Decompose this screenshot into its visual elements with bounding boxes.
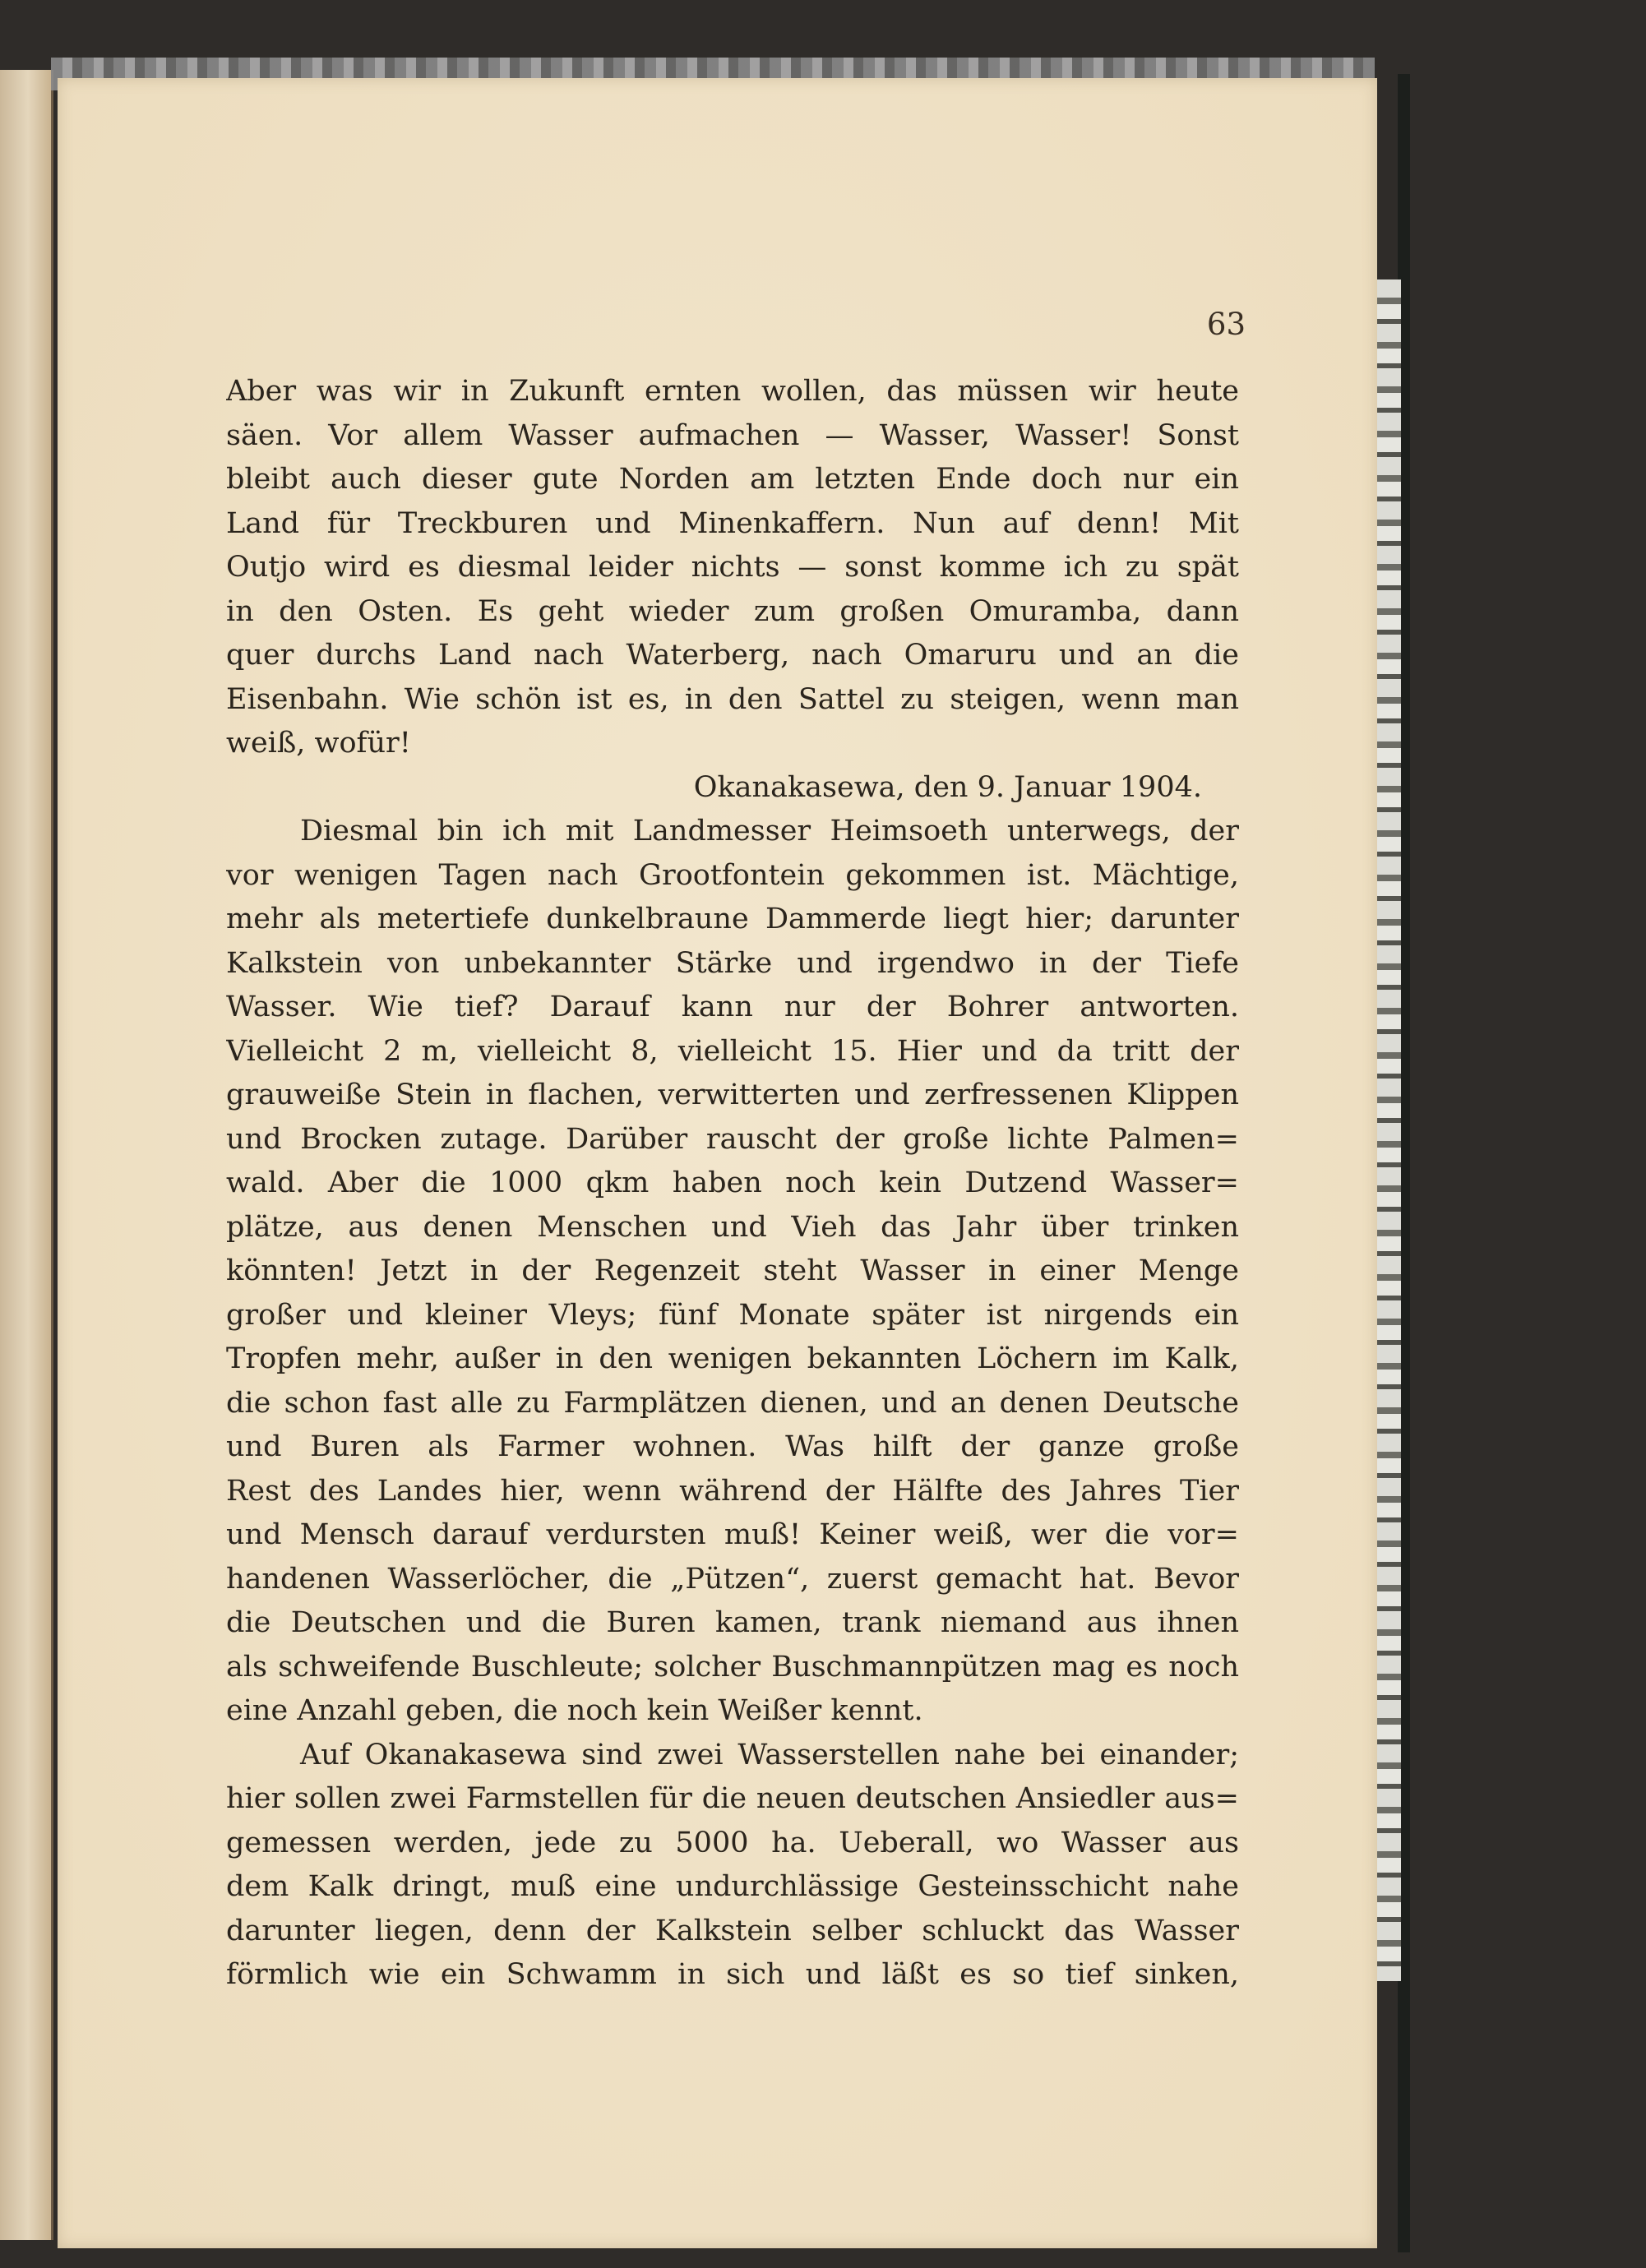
- text-line: und Mensch darauf verdursten muß! Keiner weiß, wer die vor=: [226, 1518, 1239, 1551]
- text-line: darunter liegen, denn der Kalkstein selber schluckt das Wasser: [226, 1914, 1239, 1947]
- text-line: in den Osten. Es geht wieder zum großen Omuramba, dann: [226, 594, 1239, 628]
- left-page-edge: [0, 70, 53, 2240]
- text-line: die schon fast alle zu Farmplätzen dienen, und an denen Deutsche: [226, 1386, 1239, 1420]
- text-line: mehr als metertiefe dunkelbraune Dammerde liegt hier; darunter: [226, 903, 1239, 935]
- text-line: großer und kleiner Vleys; fünf Monate später ist nirgends ein: [226, 1298, 1239, 1332]
- text-line: hier sollen zwei Farmstellen für die neuen deutschen Ansiedler aus=: [226, 1782, 1239, 1815]
- text-line: Auf Okanakasewa sind zwei Wasserstellen nahe bei einander;: [300, 1738, 1239, 1771]
- text-line: Vielleicht 2 m, vielleicht 8, vielleicht 15. Hier und da tritt der: [226, 1034, 1239, 1068]
- text-line: Outjo wird es diesmal leider nichts — sonst komme ich zu spät: [226, 551, 1239, 584]
- page-number: 63: [1206, 307, 1246, 342]
- text-line: Wasser. Wie tief? Darauf kann nur der Bohrer antworten.: [226, 991, 1239, 1023]
- text-line: und Buren als Farmer wohnen. Was hilft der ganze große: [226, 1430, 1239, 1463]
- text-line: Kalkstein von unbekannter Stärke und irgendwo in der Tiefe: [226, 946, 1239, 980]
- text-line: vor wenigen Tagen nach Grootfontein gekommen ist. Mächtige,: [226, 858, 1239, 892]
- book-page: [58, 78, 1377, 2248]
- text-line: Eisenbahn. Wie schön ist es, in den Sattel zu steigen, wenn man: [226, 682, 1239, 716]
- text-line: gemessen werden, jede zu 5000 ha. Ueberall, wo Wasser aus: [226, 1826, 1239, 1859]
- text-line: Aber was wir in Zukunft ernten wollen, das müssen wir heute: [226, 375, 1239, 408]
- text-line: eine Anzahl geben, die noch kein Weißer kennt.: [226, 1694, 923, 1727]
- text-line: grauweiße Stein in flachen, verwitterten und zerfressenen Klippen: [226, 1079, 1239, 1111]
- text-line: förmlich wie ein Schwamm in sich und läßt es so tief sinken,: [226, 1958, 1239, 1991]
- text-line: plätze, aus denen Menschen und Vieh das Jahr über trinken: [226, 1210, 1239, 1244]
- text-line: Land für Treckburen und Minenkaffern. Nun auf denn! Mit: [226, 506, 1239, 540]
- text-line: weiß, wofür!: [226, 727, 411, 760]
- dateline: Okanakasewa, den 9. Januar 1904.: [693, 770, 1202, 804]
- text-block: [226, 370, 1239, 1998]
- text-line: handenen Wasserlöcher, die „Pützen“, zuerst gemacht hat. Bevor: [226, 1562, 1239, 1596]
- text-line: Diesmal bin ich mit Landmesser Heimsoeth unterwegs, der: [300, 815, 1239, 848]
- text-line: bleibt auch dieser gute Norden am letzten Ende doch nur ein: [226, 463, 1239, 496]
- text-line: die Deutschen und die Buren kamen, trank niemand aus ihnen: [226, 1606, 1239, 1639]
- text-line: als schweifende Buschleute; solcher Buschmannpützen mag es noch: [226, 1650, 1239, 1684]
- text-line: säen. Vor allem Wasser aufmachen — Wasser, Wasser! Sonst: [226, 418, 1239, 452]
- text-line: Rest des Landes hier, wenn während der Hälfte des Jahres Tier: [226, 1474, 1239, 1508]
- text-line: und Brocken zutage. Darüber rauscht der große lichte Palmen=: [226, 1122, 1239, 1156]
- text-line: Tropfen mehr, außer in den wenigen bekannten Löchern im Kalk,: [226, 1342, 1239, 1375]
- text-line: wald. Aber die 1000 qkm haben noch kein Dutzend Wasser=: [226, 1166, 1239, 1199]
- text-line: könnten! Jetzt in der Regenzeit steht Wasser in einer Menge: [226, 1254, 1239, 1287]
- text-line: dem Kalk dringt, muß eine undurchlässige Gesteinsschicht nahe: [226, 1870, 1239, 1903]
- text-line: quer durchs Land nach Waterberg, nach Omaruru und an die: [226, 639, 1239, 672]
